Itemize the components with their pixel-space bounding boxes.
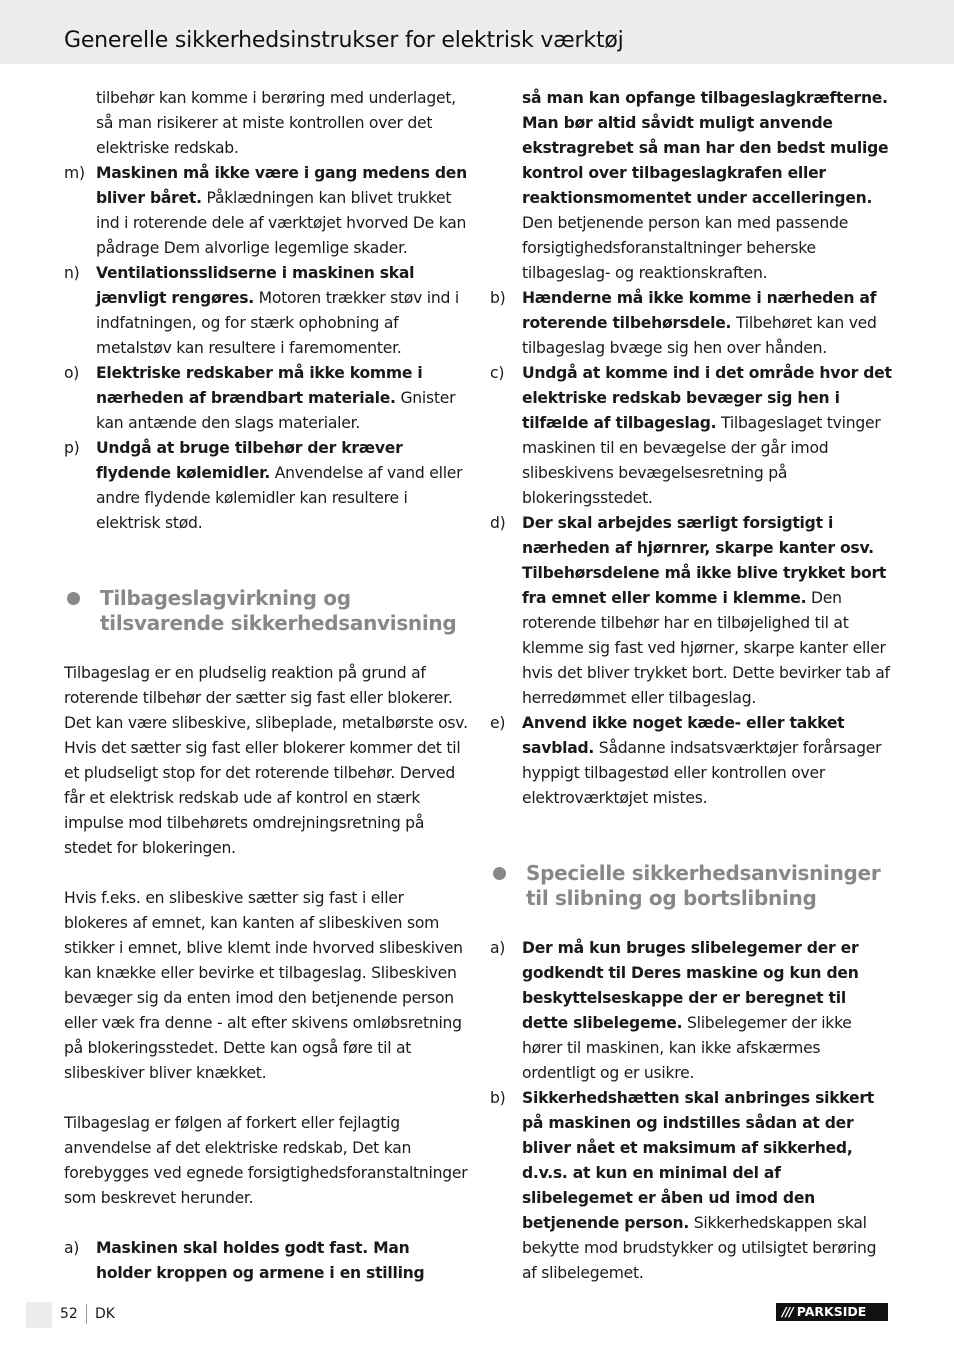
page-number: 52 [60, 1306, 78, 1322]
item-text: Den betjenende person kan med passende forsigtighedsforanstaltninger beherske tilbageslag- og reaktionskraften. [522, 214, 849, 282]
item-label: a) [64, 1239, 80, 1257]
logo-text: PARKSIDE [796, 1304, 867, 1319]
item-text: Sådanne indsatsværktøjer forårsager hyppigt tilbagestød eller kontrollen over elektroværktøjet mistes. [522, 739, 882, 807]
item-bold: Maskinen må ikke være i gang medens den bliver båret. [96, 164, 467, 207]
footer-box [26, 1302, 52, 1328]
item-label: p) [64, 439, 80, 457]
heading-text: Specielle sikkerhedsanvisninger til slibning og bortslibning [526, 861, 881, 910]
item-text: Den roterende tilbehør har en tilbøjelighed til at klemme sig fast ved hjørner, skarpe kanter eller hvis det bliver trykket bort. Dette bevirker tab af herredømmet eller tilbageslag. [522, 589, 890, 707]
page-header [0, 0, 954, 64]
paragraph: Tilbageslag er en pludselig reaktion på grund af roterende tilbehør der sætter sig fast eller blokerer. Det kan være slibeskive, slibeplade, metalbørste osv. Hvis det sætter sig fast eller blokerer kommer det til et pludseligt stop for det roterende tilbehør. Derved får et elektrisk redskab ude af kontrol en stærk impulse mod tilbehørets omdrejningsretning på stedet for blokeringen. [64, 664, 468, 857]
bullet-icon [493, 867, 506, 880]
paragraph: Hvis f.eks. en slibeskive sætter sig fast i eller blokeres af emnet, kan kanten af slibeskiven som stikker i emnet, blive klemt inde hvorved slibeskiven kan knække eller bevirke et tilbageslag. Slibeskiven bevæger sig da enten imod den betjenende person eller væk fra denne - alt efter skivens omløbsretning på blokeringsstedet. Dette kan også føre til at slibeskiver bliver knækket. [64, 889, 463, 1082]
item-text: Slibelegemer der ikke hører til maskinen, kan ikke afskærmes ordentligt og er usikre. [522, 1014, 852, 1082]
logo-stripes-icon: /// [782, 1304, 793, 1319]
list-item-p [64, 436, 468, 536]
list-item-c [490, 361, 894, 511]
item-text: Gnister kan antænde den slags materialer. [96, 389, 456, 432]
item-bold: Der skal arbejdes særligt forsigtigt i nærheden af hjørnrer, skarpe kanter osv. Tilbehørsdelene må ikke blive trykket bort fra emnet eller komme i klemme. [522, 514, 887, 607]
continued-text [490, 86, 894, 286]
item-text: Anvendelse af vand eller andre flydende kølemidler kan resultere i elektrisk stød. [96, 464, 463, 532]
parkside-logo [776, 1303, 888, 1321]
item-text: Påklædningen kan blivet trukket ind i roterende dele af værktøjet hvorved De kan pådrage Dem alvorlige legemlige skader. [96, 189, 467, 257]
paragraph: Tilbageslag er følgen af forkert eller fejlagtig anvendelse af det elektriske redskab, Det kan forebygges ved egnede forsigtighedsforanstaltninger som beskrevet herunder. [64, 1114, 468, 1207]
item-label: o) [64, 364, 80, 382]
item-label: b) [490, 289, 506, 307]
list-item-d [490, 511, 894, 711]
section-heading-grinding [490, 861, 894, 911]
item-bold: Undgå at bruge tilbehør der kræver flydende kølemidler. [96, 439, 403, 482]
page-title: Generelle sikkerhedsinstrukser for elektrisk værktøj [64, 28, 624, 53]
item-label: e) [490, 714, 506, 732]
bullet-icon [67, 592, 80, 605]
right-column [490, 86, 894, 1286]
item-label: n) [64, 264, 80, 282]
item-text: Tilbehøret kan ved tilbageslag bvæge sig hen over hånden. [522, 314, 877, 357]
left-column [64, 86, 468, 1286]
item-label: c) [490, 364, 505, 382]
item-bold: Der må kun bruges slibelegemer der er godkendt til Deres maskine og kun den beskyttelseskappe der er beregnet til dette slibelegeme. [522, 939, 859, 1032]
language-code: DK [95, 1306, 115, 1322]
list-item-m [64, 161, 468, 261]
item-label: a) [490, 939, 506, 957]
item-bold: Undgå at komme ind i det område hvor det elektriske redskab bevæger sig hen i tilfælde af tilbageslag. [522, 364, 892, 432]
continued-text: tilbehør kan komme i berøring med underlaget, så man risikerer at miste kontrollen over det elektriske redskab. [96, 89, 456, 157]
list-item-b [490, 286, 894, 361]
item-text: Motoren trækker støv ind i indfatningen, og for stærk ophobning af metalstøv kan resultere i faremomenter. [96, 289, 459, 357]
list-item-o [64, 361, 468, 436]
item-text: Sikkerhedskappen skal bekytte mod brudstykker og utilsigtet berøring af slibelegemet. [522, 1214, 877, 1282]
item-bold: Anvend ikke noget kæde- eller takket savblad. [522, 714, 845, 757]
heading-text: Tilbageslagvirkning og tilsvarende sikkerhedsanvisning [100, 586, 457, 635]
item-bold: Elektriske redskaber må ikke komme i nærheden af brændbart materiale. [96, 364, 423, 407]
item-bold: så man kan opfange tilbageslagkræfterne. Man bør altid såvidt muligt anvende ekstragrebet så man har den bedst mulige kontrol over tilbageslagkrafen eller reaktionsmomentet under accelleringen. [522, 89, 889, 207]
item-label: m) [64, 164, 85, 182]
item-bold: Ventilationsslidserne i maskinen skal jænvligt rengøres. [96, 264, 415, 307]
list-item-n [64, 261, 468, 361]
list-item-b [490, 1086, 894, 1286]
item-label: b) [490, 1089, 506, 1107]
item-bold: Maskinen skal holdes godt fast. Man holder kroppen og armene i en stilling [96, 1239, 425, 1282]
item-bold: Sikkerhedshætten skal anbringes sikkert på maskinen og indstilles sådan at der bliver nået et maksimum af sikkerhed, d.v.s. at kun en minimal del af slibelegemet er åben ud imod den betjenende person. [522, 1089, 874, 1232]
item-label: d) [490, 514, 506, 532]
item-text: Tilbageslaget tvinger maskinen til en bevægelse der går imod slibeskivens bevægelsesretning på blokeringsstedet. [522, 414, 881, 507]
list-item-a [490, 936, 894, 1086]
section-heading-kickback [64, 586, 468, 636]
list-item-e [490, 711, 894, 811]
list-item-a [64, 1236, 468, 1286]
footer-divider [86, 1304, 87, 1324]
item-bold: Hænderne må ikke komme i nærheden af roterende tilbehørsdele. [522, 289, 877, 332]
